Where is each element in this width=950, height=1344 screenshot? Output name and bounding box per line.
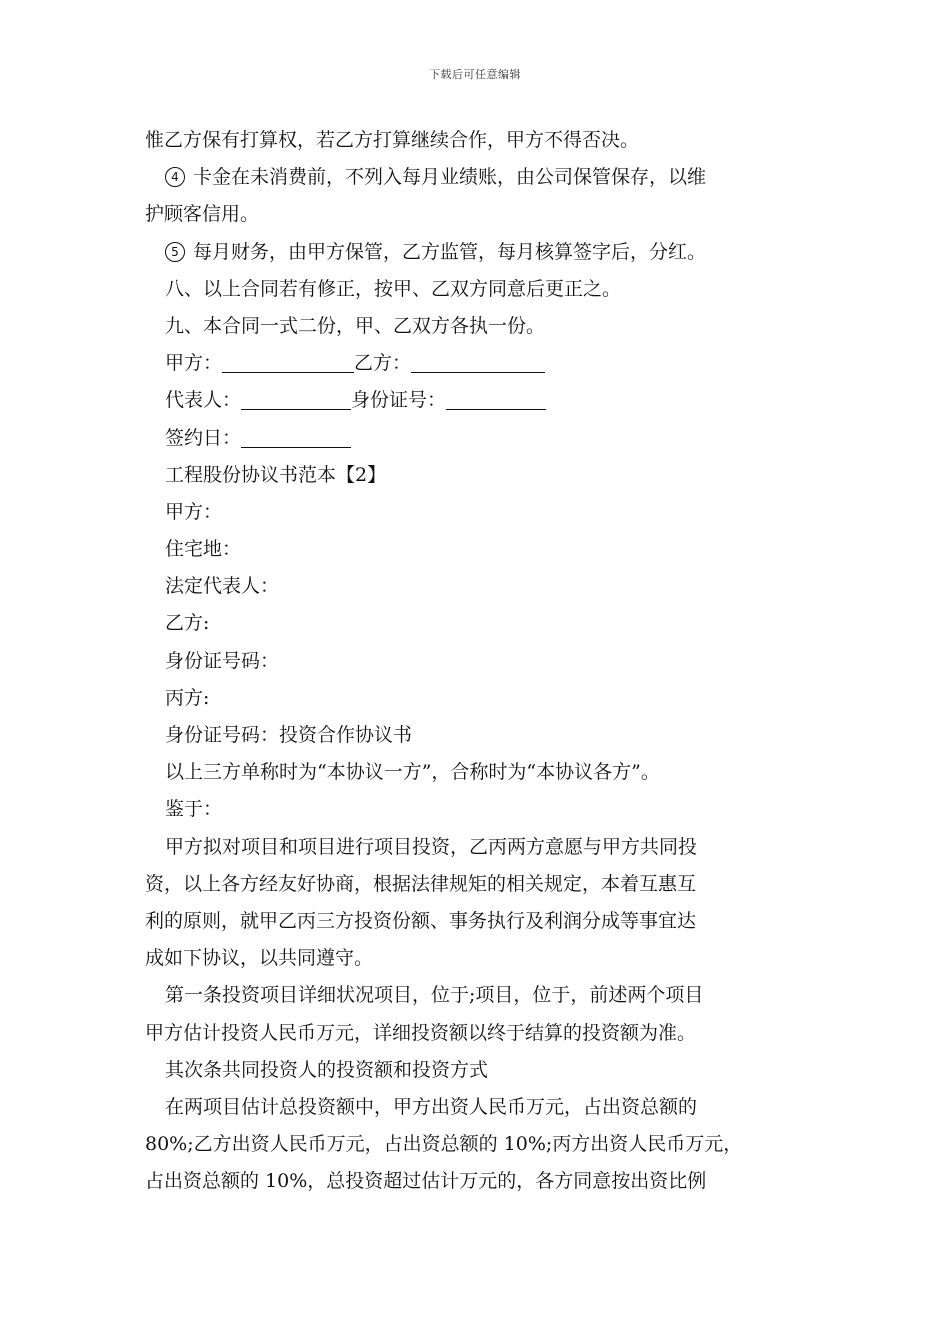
list-item-text: 每月财务，由甲方保管，乙方监管，每月核算签字后，分红。 bbox=[193, 240, 707, 263]
paragraph-line: 以上三方单称时为“本协议一方”，合称时为“本协议各方”。 bbox=[165, 761, 660, 784]
circled-number-marker: 4 bbox=[165, 167, 185, 187]
circled-number-marker: 5 bbox=[165, 242, 185, 262]
party-c-field: 丙方: bbox=[165, 686, 210, 709]
id-number-field: 身份证号码：投资合作协议书 bbox=[165, 724, 413, 746]
article-one: 第一条投资项目详细状况项目，位于;项目，位于，前述两个项目 bbox=[165, 984, 704, 1007]
signature-representative-line bbox=[145, 382, 810, 419]
id-number-label: 身份证号： bbox=[351, 389, 447, 412]
party-a-label: 甲方： bbox=[165, 352, 223, 375]
paragraph-line: 在两项目估计总投资额中，甲方出资人民币万元，占出资总额的 bbox=[165, 1095, 698, 1118]
clause-nine: 九、本合同一式二份，甲、乙双方各执一份。 bbox=[165, 314, 546, 337]
signature-date-line bbox=[145, 420, 810, 457]
signing-date-label: 签约日： bbox=[165, 426, 242, 449]
paragraph-line: 鉴于： bbox=[165, 798, 223, 821]
id-number-blank bbox=[446, 387, 546, 410]
list-item-text: 卡金在未消费前，不列入每月业绩账，由公司保管保存，以维 bbox=[193, 166, 707, 189]
party-b-blank bbox=[411, 350, 545, 373]
list-item-5 bbox=[145, 234, 810, 271]
residence-field: 住宅地： bbox=[165, 538, 242, 561]
party-a-field: 甲方： bbox=[165, 500, 223, 523]
party-a-blank bbox=[222, 350, 354, 373]
page-header: 下载后可任意编辑 bbox=[429, 68, 521, 81]
list-item-4 bbox=[145, 159, 810, 196]
signing-date-blank bbox=[241, 425, 351, 448]
paragraph-line: 成如下协议，以共同遵守。 bbox=[145, 947, 374, 970]
paragraph-line: 护顾客信用。 bbox=[145, 203, 260, 226]
paragraph-line: 甲方估计投资人民币万元，详细投资额以终于结算的投资额为准。 bbox=[145, 1021, 697, 1044]
article-two-heading: 其次条共同投资人的投资额和投资方式 bbox=[165, 1058, 489, 1081]
paragraph-line: 80%;乙方出资人民币万元，占出资总额的 10%;丙方出资人民币万元， bbox=[145, 1133, 743, 1156]
document-body bbox=[145, 122, 810, 1200]
paragraph-line: 资，以上各方经友好协商，根据法律规矩的相关规定，本着互惠互 bbox=[145, 872, 697, 895]
legal-representative-field: 法定代表人： bbox=[165, 575, 280, 598]
section-title: 工程股份协议书范本【2】 bbox=[165, 463, 387, 486]
paragraph-line: 甲方拟对项目和项目进行项目投资，乙丙两方意愿与甲方共同投 bbox=[165, 835, 698, 858]
paragraph-line: 占出资总额的 10%，总投资超过估计万元的，各方同意按出资比例 bbox=[145, 1170, 707, 1193]
clause-eight: 八、以上合同若有修正，按甲、乙双方同意后更正之。 bbox=[165, 277, 622, 300]
party-b-label: 乙方： bbox=[354, 352, 412, 375]
signature-party-line bbox=[145, 345, 810, 382]
paragraph-line: 惟乙方保有打算权，若乙方打算继续合作，甲方不得否决。 bbox=[145, 129, 640, 151]
id-number-field: 身份证号码： bbox=[165, 649, 280, 672]
representative-blank bbox=[241, 387, 351, 410]
paragraph-line: 利的原则，就甲乙丙三方投资份额、事务执行及利润分成等事宜达 bbox=[145, 909, 697, 932]
party-b-field: 乙方: bbox=[165, 612, 210, 635]
representative-label: 代表人： bbox=[165, 389, 242, 412]
